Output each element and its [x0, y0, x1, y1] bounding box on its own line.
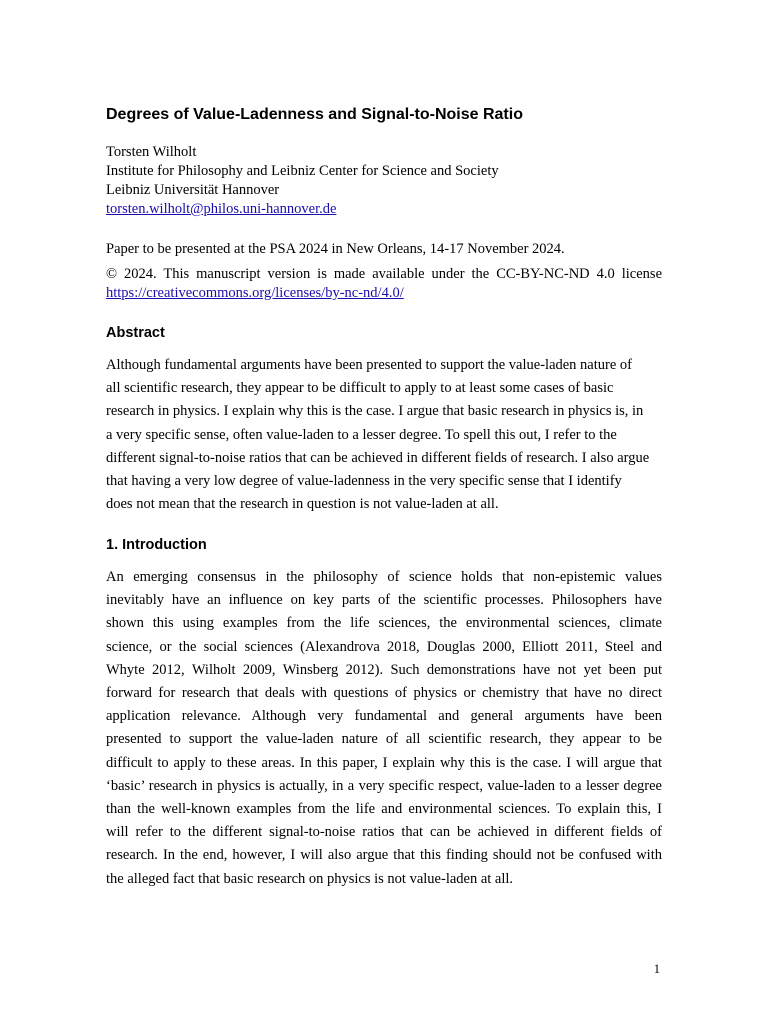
introduction-line: difficult to apply to these areas. In this paper, I explain why this is the case. I will argue that: [106, 754, 662, 771]
introduction-heading: 1. Introduction: [106, 537, 207, 553]
abstract-line: a very specific sense, often value-laden to a lesser degree. To spell this out, I refer to the: [106, 426, 617, 443]
author-university: Leibniz Universität Hannover: [106, 182, 280, 198]
page-number: 1: [653, 962, 660, 976]
author-block: [106, 143, 499, 219]
introduction-line: the alleged fact that basic research on physics is not value-laden at all.: [106, 870, 514, 887]
introduction-line: inevitably have an influence on key parts of the scientific processes. Philosophers have: [106, 592, 662, 609]
introduction-line: application relevance. Although very fundamental and general arguments have been: [106, 708, 662, 725]
author-affiliation: Institute for Philosophy and Leibniz Center for Science and Society: [106, 163, 499, 179]
introduction-body: [106, 566, 662, 891]
introduction-line: research. In the end, however, I will also argue that this finding should not be confused with: [106, 847, 662, 864]
introduction-line: ‘basic’ research in physics is actually, in a very specific respect, value-laden to a lesser degree: [106, 777, 662, 794]
abstract-line: research in physics. I explain why this is the case. I argue that basic research in physics is, in: [106, 403, 644, 420]
abstract-line: Although fundamental arguments have been presented to support the value-laden nature of: [106, 357, 632, 373]
abstract-line: different signal-to-noise ratios that can be achieved in different fields of research. I also argue: [106, 449, 650, 466]
abstract-heading: Abstract: [106, 325, 165, 341]
introduction-line: than the well-known examples from the life and environmental sciences. To explain this, I: [106, 801, 662, 818]
paper-title: Degrees of Value-Ladenness and Signal-to-Noise Ratio: [106, 106, 523, 123]
presentation-note: Paper to be presented at the PSA 2024 in New Orleans, 14-17 November 2024.: [106, 241, 565, 257]
publication-note: [106, 240, 662, 303]
license-url-link[interactable]: https://creativecommons.org/licenses/by-nc-nd/4.0/: [106, 285, 404, 301]
license-note: © 2024. This manuscript version is made available under the CC-BY-NC-ND 4.0 license: [106, 266, 662, 282]
introduction-line: will refer to the different signal-to-noise ratios that can be achieved in different fields of: [106, 824, 662, 841]
introduction-line: presented to support the value-laden nature of all scientific research, they appear to be: [106, 731, 662, 748]
introduction-line: shown this using examples from the life sciences, the environmental sciences, climate: [106, 615, 662, 632]
introduction-line: An emerging consensus in the philosophy of science holds that non-epistemic values: [106, 569, 662, 585]
introduction-line: science, or the social sciences (Alexandrova 2018, Douglas 2000, Elliott 2011, Steel and: [106, 638, 662, 655]
abstract-body: [106, 354, 662, 516]
author-email-link[interactable]: torsten.wilholt@philos.uni-hannover.de: [106, 201, 337, 217]
introduction-line: forward for research that deals with questions of physics or chemistry that have no direct: [106, 685, 662, 702]
author-name: Torsten Wilholt: [106, 144, 197, 160]
abstract-line: all scientific research, they appear to be difficult to apply to at least some cases of basic: [106, 380, 614, 397]
abstract-line: does not mean that the research in question is not value-laden at all.: [106, 496, 499, 513]
introduction-line: Whyte 2012, Wilholt 2009, Winsberg 2012). Such demonstrations have not yet been put: [106, 661, 662, 678]
abstract-line: that having a very low degree of value-ladenness in the very specific sense that I identify: [106, 473, 622, 490]
